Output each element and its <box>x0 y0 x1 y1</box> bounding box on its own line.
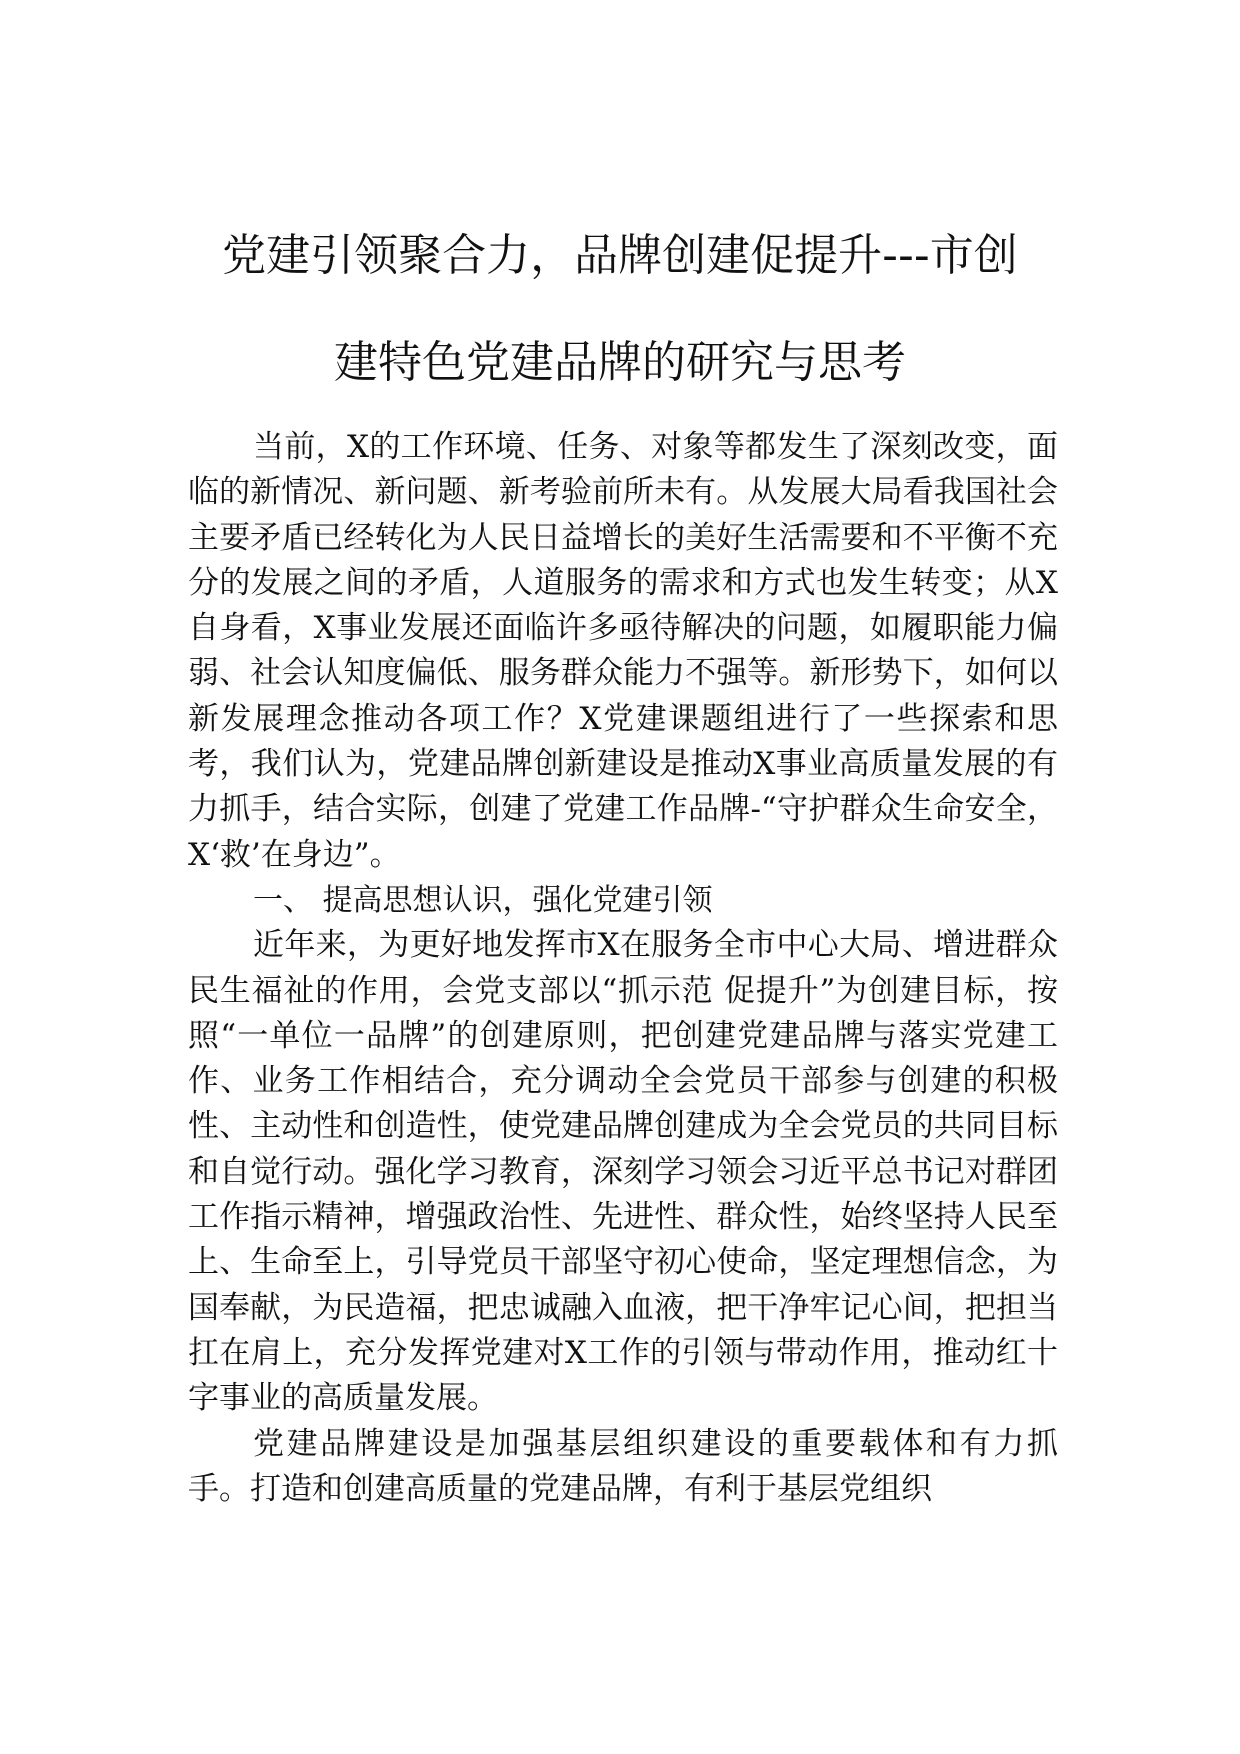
paragraph-intro: 当前，X的工作环境、任务、对象等都发生了深刻改变，面临的新情况、新问题、新考验前所未有。从发展大局看我国社会主要矛盾已经转化为人民日益增长的美好生活需要和不平衡不充分的发展之间的矛盾，人道服务的需求和方式也发生转变；从X自身看，X事业发展还面临许多亟待解决的问题，如履职能力偏弱、社会认知度偏低、服务群众能力不强等。新形势下，如何以新发展理念推动各项工作？X党建课题组进行了一些探索和思考，我们认为，党建品牌创新建设是推动X事业高质量发展的有力抓手，结合实际，创建了党建工作品牌-“守护群众生命安全，X‘救’在身边”。 <box>188 429 1058 873</box>
title-line-2: 建特色党建品牌的研究与思考 <box>334 337 906 388</box>
document-title <box>180 202 1060 416</box>
title-line-1: 党建引领聚合力，品牌创建促提升---市创 <box>222 230 1018 281</box>
paragraph-section-1: 近年来，为更好地发挥市X在服务全市中心大局、增进群众民生福祉的作用，会党支部以“抓示范 促提升”为创建目标，按照“一单位一品牌”的创建原则，把创建党建品牌与落实党建工作、业务工作相结合，充分调动全会党员干部参与创建的积极性、主动性和创造性，使党建品牌创建成为全会党员的共同目标和自觉行动。强化学习教育，深刻学习领会习近平总书记对群团工作指示精神，增强政治性、先进性、群众性，始终坚持人民至上、生命至上，引导党员干部坚守初心使命，坚定理想信念，为国奉献，为民造福，把忠诚融入血液，把干净牢记心间，把担当扛在肩上，充分发挥党建对X工作的引领与带动作用，推动红十字事业的高质量发展。 <box>188 927 1058 1417</box>
document-body <box>188 425 1058 1512</box>
paragraph-brand-building: 党建品牌建设是加强基层组织建设的重要载体和有力抓手。打造和创建高质量的党建品牌，有利于基层党组织 <box>188 1425 1058 1507</box>
section-heading-1: 一、 提高思想认识，强化党建引领 <box>253 882 713 918</box>
